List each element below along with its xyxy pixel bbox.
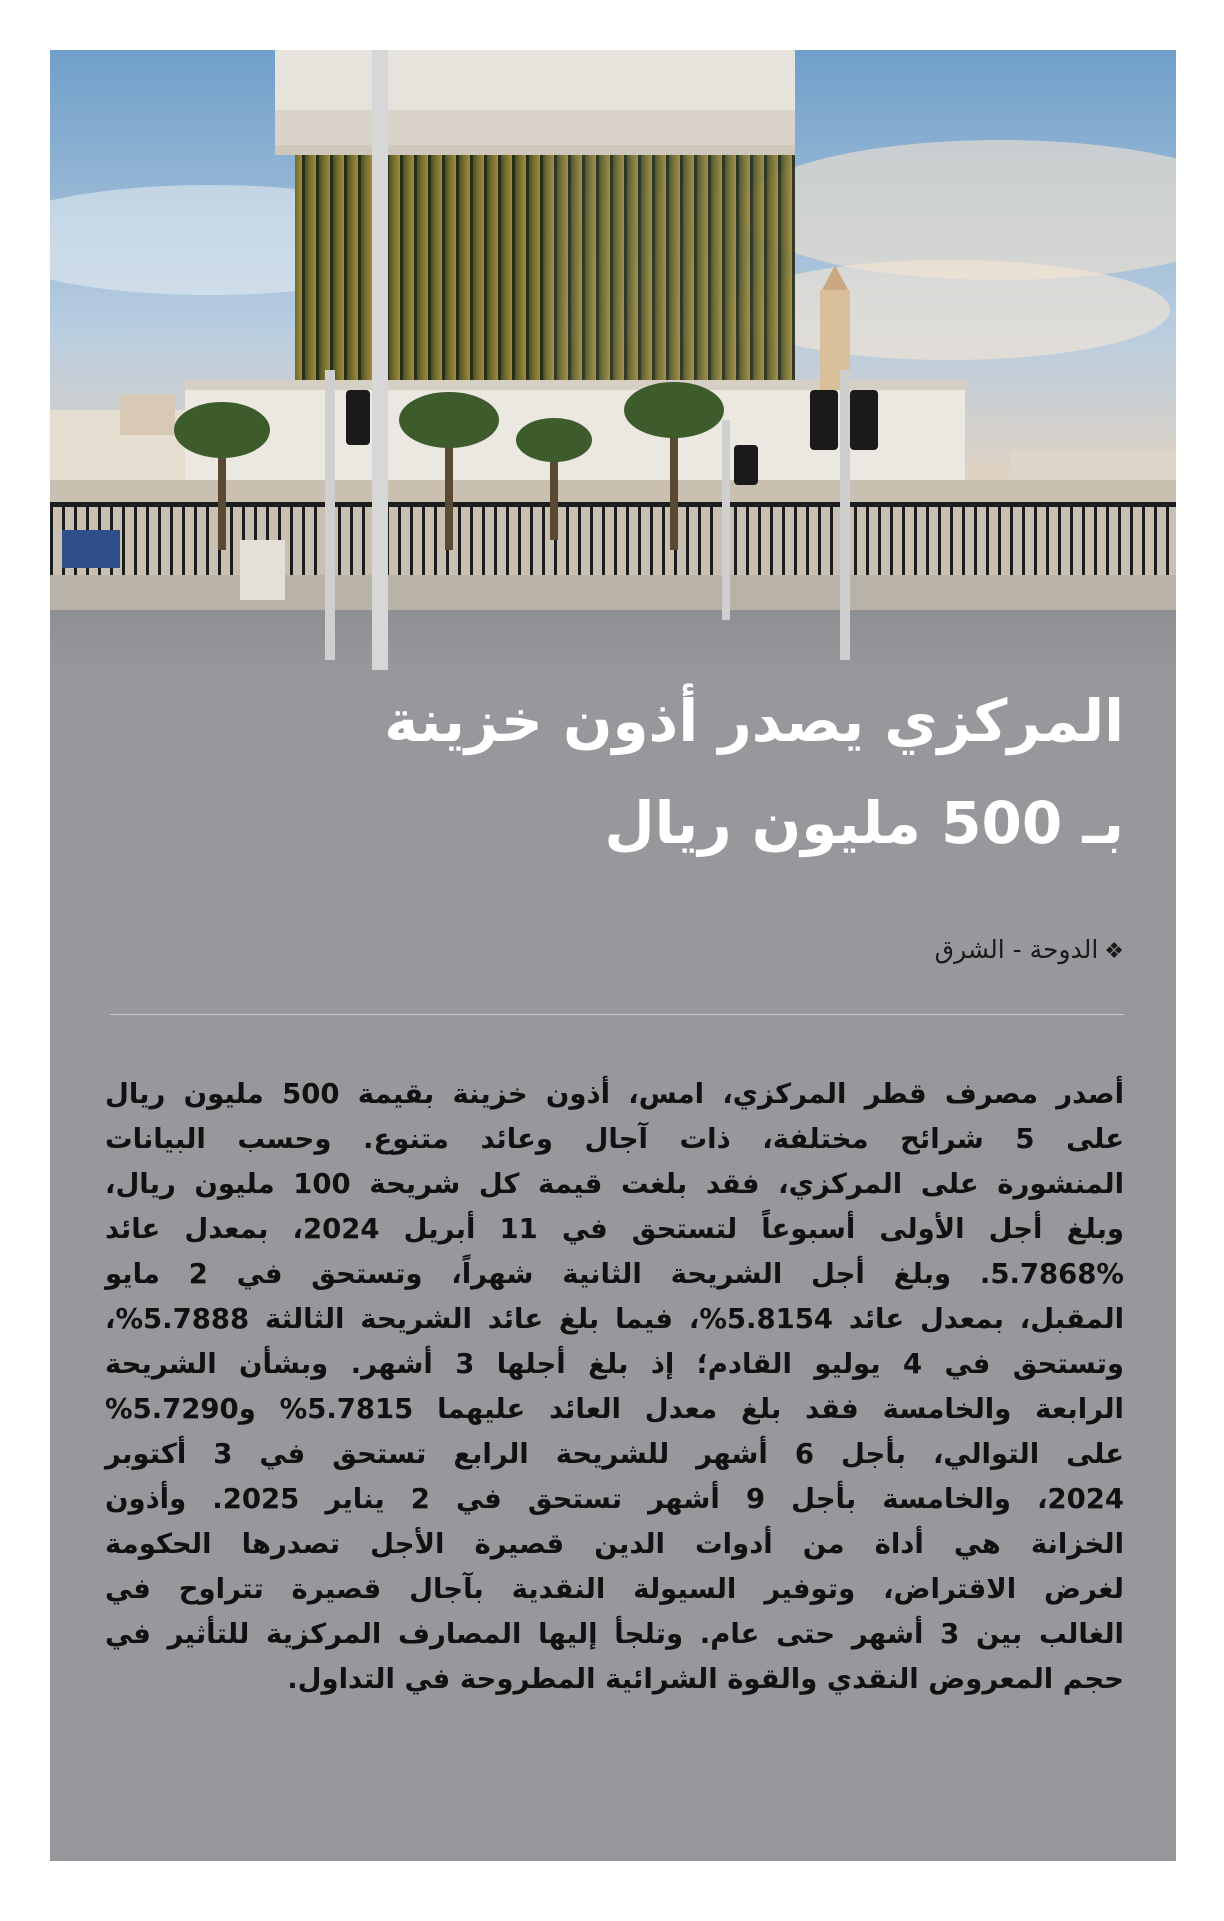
body-line: 2024، والخامسة بأجل 9 أشهر تستحق في 2 يناير 2025. وأذون bbox=[105, 1483, 1125, 1515]
body-line: المقبل، بمعدل عائد 5.8154%، فيما بلغ عائد الشريحة الثالثة 5.7888%، bbox=[105, 1303, 1124, 1335]
byline bbox=[624, 930, 1124, 972]
body-line: على التوالي، بأجل 6 أشهر للشريحة الرابع تستحق في 3 أكتوبر bbox=[105, 1438, 1124, 1470]
body-line: لغرض الاقتراض، وتوفير السيولة النقدية بآجال قصيرة تتراوح في bbox=[105, 1573, 1124, 1605]
body-line: الخزانة هي أداة من أدوات الدين قصيرة الأجل تصدرها الحكومة bbox=[105, 1528, 1124, 1560]
body-line: الرابعة والخامسة فقد بلغ معدل العائد عليهما 5.7815% و5.7290% bbox=[105, 1393, 1124, 1425]
body-line: الغالب بين 3 أشهر حتى عام. وتلجأ إليها المصارف المركزية للتأثير في bbox=[105, 1618, 1124, 1650]
body-line: 5.7868%. وبلغ أجل الشريحة الثانية شهراً، وتستحق في 2 مايو bbox=[105, 1258, 1124, 1290]
diamond-bullet-icon: ❖ bbox=[1104, 939, 1124, 964]
central-bank-photo bbox=[50, 50, 1176, 670]
byline-text: الدوحة - الشرق bbox=[934, 935, 1099, 964]
divider bbox=[110, 1014, 1124, 1015]
body-line: حجم المعروض النقدي والقوة الشرائية المطروحة في التداول. bbox=[287, 1663, 1124, 1695]
headline-line: بـ 500 مليون ريال bbox=[604, 789, 1124, 857]
body-line: وتستحق في 4 يوليو القادم؛ إذ بلغ أجلها 3 أشهر. وبشأن الشريحة bbox=[105, 1348, 1124, 1380]
body-line: على 5 شرائح مختلفة، ذات آجال وعائد متنوع. وحسب البيانات bbox=[105, 1123, 1124, 1155]
headline-line: المركزي يصدر أذون خزينة bbox=[384, 687, 1124, 755]
body-line: أصدر مصرف قطر المركزي، امس، أذون خزينة بقيمة 500 مليون ريال bbox=[105, 1078, 1125, 1110]
article-card bbox=[50, 50, 1176, 1861]
body-line: المنشورة على المركزي، فقد بلغت قيمة كل شريحة 100 مليون ريال، bbox=[105, 1168, 1124, 1200]
article-body bbox=[105, 1072, 1124, 1702]
headline bbox=[90, 670, 1124, 874]
body-line: وبلغ أجل الأولى أسبوعاً لتستحق في 11 أبريل 2024، بمعدل عائد bbox=[105, 1213, 1124, 1245]
